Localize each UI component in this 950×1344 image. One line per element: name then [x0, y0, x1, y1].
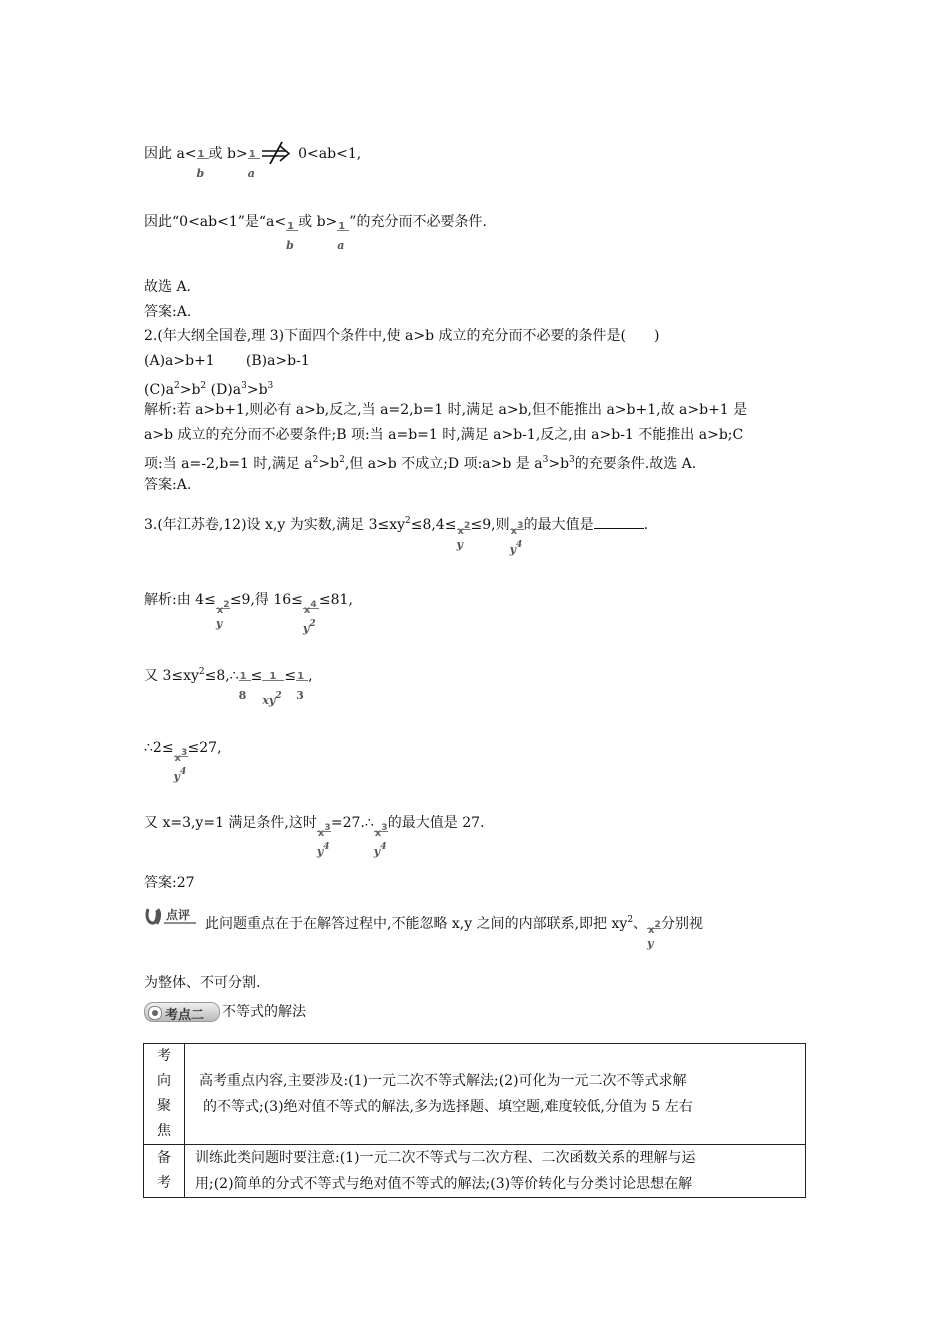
review-label: 点评: [166, 908, 191, 922]
text: 又 x=3,y=1 满足条件,这时: [144, 815, 317, 831]
q3-step-3: [144, 738, 222, 783]
denominator: y: [173, 770, 180, 783]
numerator: 1: [297, 671, 305, 682]
text: 因此 a<: [144, 146, 197, 162]
option-d: (D)a: [206, 382, 242, 398]
not-implies-icon: [260, 140, 294, 164]
exponent: 2: [405, 516, 411, 526]
exponent: 4: [380, 842, 387, 852]
numerator: 1: [239, 671, 247, 682]
exponent: 3: [569, 455, 575, 465]
q2-explanation-3: [144, 450, 696, 474]
exponent: 3: [181, 748, 188, 758]
q3-answer: 答案:27: [144, 875, 195, 891]
q3-step-4: [144, 813, 485, 858]
exponent: 2: [463, 521, 471, 531]
text: 分别视: [661, 916, 704, 932]
fraction: [262, 662, 284, 707]
text: >b: [246, 382, 268, 398]
row-body: [185, 1044, 806, 1145]
text: ≤27,: [187, 740, 222, 756]
fraction: [316, 813, 331, 858]
text: 0<ab<1,: [298, 146, 362, 162]
text: >b: [548, 456, 570, 472]
exponent: 3: [542, 455, 549, 465]
exponent: 3: [241, 381, 247, 391]
text: ≤9,得 16≤: [229, 592, 303, 608]
fraction: [302, 590, 319, 635]
header-char: 焦: [157, 1123, 171, 1139]
numerator: x: [510, 526, 518, 537]
fraction: [196, 140, 209, 180]
fraction: [373, 813, 388, 858]
review-text-1: [205, 910, 704, 950]
header-char: 考: [157, 1048, 171, 1064]
option-a: (A)a>b+1: [144, 353, 215, 369]
text: 的充要条件.故选 A.: [574, 456, 697, 472]
denominator: a: [247, 167, 255, 180]
q2-answer: 答案:A.: [144, 477, 192, 493]
text: 或 b>: [298, 214, 338, 230]
exponent: 3: [267, 381, 274, 391]
text: ≤9,则: [470, 517, 510, 533]
text: 的最大值是: [523, 517, 594, 533]
header-char: 备: [157, 1150, 171, 1166]
fraction: [247, 140, 260, 180]
exponent: 3: [517, 521, 524, 531]
exponent: 2: [223, 600, 230, 610]
answer-blank: [594, 514, 644, 529]
row-header: [144, 1044, 185, 1145]
fraction: [456, 511, 471, 551]
fraction: [238, 662, 251, 702]
exponent: 4: [323, 842, 330, 852]
line-1: [144, 140, 362, 180]
fraction: [215, 590, 230, 630]
section-badge: [144, 1002, 220, 1022]
denominator: y: [302, 622, 310, 635]
denominator: 3: [296, 689, 304, 702]
review-icon: [144, 905, 198, 927]
numerator: x: [317, 828, 325, 839]
text: 的最大值是 27.: [387, 815, 485, 831]
numerator: x: [374, 828, 382, 839]
text: ≤8,∴: [204, 668, 239, 684]
exponent: 3: [324, 823, 331, 833]
denominator: y: [509, 543, 517, 556]
text: 因此“0<ab<1”是“a<: [144, 214, 287, 230]
numerator: x: [457, 526, 464, 537]
exam-focus-table: [143, 1043, 806, 1198]
denominator: y: [647, 937, 654, 950]
section-title: 不等式的解法: [222, 1004, 306, 1020]
text: ,但 a>b 不成立;D 项:a>b 是 a: [344, 456, 543, 472]
header-char: 向: [157, 1073, 171, 1089]
body-line: 训练此类问题时要注意:(1)一元二次不等式与二次方程、二次函数关系的理解与运: [195, 1150, 696, 1166]
numerator: x: [174, 753, 181, 764]
row-body: [185, 1145, 806, 1198]
exponent: 4: [179, 767, 187, 777]
text: ≤81,: [318, 592, 353, 608]
header-char: 聚: [157, 1098, 171, 1114]
exponent: 3: [381, 823, 388, 833]
numerator: x: [648, 925, 655, 936]
denominator: 8: [238, 689, 247, 702]
q2-explanation-1: 解析:若 a>b+1,则必有 a>b,反之,当 a=2,b=1 时,满足 a>b,但不能推出 a>b+1,故 a>b+1 是: [144, 402, 748, 418]
exponent: 4: [516, 540, 523, 550]
denominator: b: [286, 239, 294, 252]
numerator: 1: [248, 149, 256, 160]
option-b: (B)a>b-1: [245, 353, 310, 369]
fraction: [173, 738, 188, 783]
fraction: [509, 511, 524, 556]
q3-stem: [144, 511, 649, 556]
bullet-icon: [148, 1006, 162, 1020]
exponent: 2: [312, 455, 319, 465]
exponent: 4: [310, 600, 317, 610]
q3-step-2: 又 $3\le xy^2\le 8,\therefore$ $\frac{1}{8}$ ≤ $\frac{1}{xy^2}$ ≤ $\frac{1}{3}$ ,: [144, 662, 313, 686]
review-text-2: 为整体、不可分割.: [144, 975, 261, 991]
exponent: 2: [173, 381, 180, 391]
body-line: 用;(2)简单的分式不等式与绝对值不等式的解法;(3)等价转化与分类讨论思想在解: [195, 1176, 693, 1192]
q3-step-1: [144, 590, 353, 635]
q2-explanation-2: a>b 成立的充分而不必要条件;B 项:当 a=b=1 时,满足 a>b-1,反之,由 a>b-1 不能推出 a>b;C: [144, 427, 744, 443]
denominator: y: [456, 538, 463, 551]
header-char: 考: [157, 1175, 171, 1191]
exponent: 2: [627, 915, 634, 925]
line-2: [144, 212, 487, 252]
exponent: 2: [200, 381, 207, 391]
numerator: 1: [269, 671, 277, 682]
text: >b: [179, 382, 201, 398]
answer-1: 答案:A.: [144, 304, 192, 320]
text: 此问题重点在于在解答过程中,不能忽略 x,y 之间的内部联系,即把 xy: [205, 916, 628, 932]
numerator: 1: [197, 149, 205, 160]
denominator: y: [373, 845, 381, 858]
row-header: [144, 1145, 185, 1198]
exponent: 2: [309, 619, 316, 629]
numerator: 1: [338, 221, 346, 232]
text: >b: [318, 456, 340, 472]
denominator: xy: [262, 694, 276, 707]
text: ∴2≤: [144, 740, 174, 756]
text: ”的充分而不必要条件.: [349, 214, 487, 230]
body-line: 高考重点内容,主要涉及:(1)一元二次不等式解法;(2)可化为一元二次不等式求解: [199, 1073, 687, 1089]
exponent: 2: [198, 667, 205, 677]
fraction: [647, 910, 661, 950]
numerator: 1: [287, 221, 295, 232]
fraction: [296, 662, 308, 702]
text: .: [643, 517, 649, 533]
denominator: y: [215, 617, 223, 630]
numerator: x: [216, 605, 224, 616]
numerator: x: [303, 605, 311, 616]
fraction: [337, 212, 349, 252]
fraction: [286, 212, 298, 252]
text: ≤8,4≤: [410, 517, 457, 533]
denominator: b: [196, 167, 205, 180]
exponent: 2: [339, 455, 345, 465]
text: ≤: [284, 668, 297, 684]
text: 或 b>: [208, 146, 248, 162]
exponent: 2: [654, 920, 661, 930]
text: 3.(年江苏卷,12)设 x,y 为实数,满足 3≤xy: [144, 517, 406, 533]
q2-stem: 2.(年大纲全国卷,理 3)下面四个条件中,使 a>b 成立的充分而不必要的条件是( ): [144, 328, 660, 344]
exponent: 2: [275, 691, 282, 701]
choose-a: 故选 A.: [144, 279, 192, 295]
text: ≤: [250, 668, 263, 684]
table-row: [144, 1044, 806, 1145]
q2-options-cd: [144, 376, 273, 400]
table-row: [144, 1145, 806, 1198]
denominator: a: [337, 239, 345, 252]
text: =27.∴: [330, 815, 374, 831]
q2-options-ab: [144, 351, 310, 371]
text: 、: [633, 916, 648, 932]
text: 解析:由 4≤: [144, 592, 216, 608]
section-badge-label: 考点二: [165, 1008, 205, 1023]
denominator: y: [316, 845, 324, 858]
text: 项:当 a=-2,b=1 时,满足 a: [144, 456, 313, 472]
text: 又 3≤xy: [144, 668, 199, 684]
option-c: (C)a: [144, 382, 174, 398]
body-line: 的不等式;(3)绝对值不等式的解法,多为选择题、填空题,难度较低,分值为 5 左右: [203, 1099, 693, 1115]
